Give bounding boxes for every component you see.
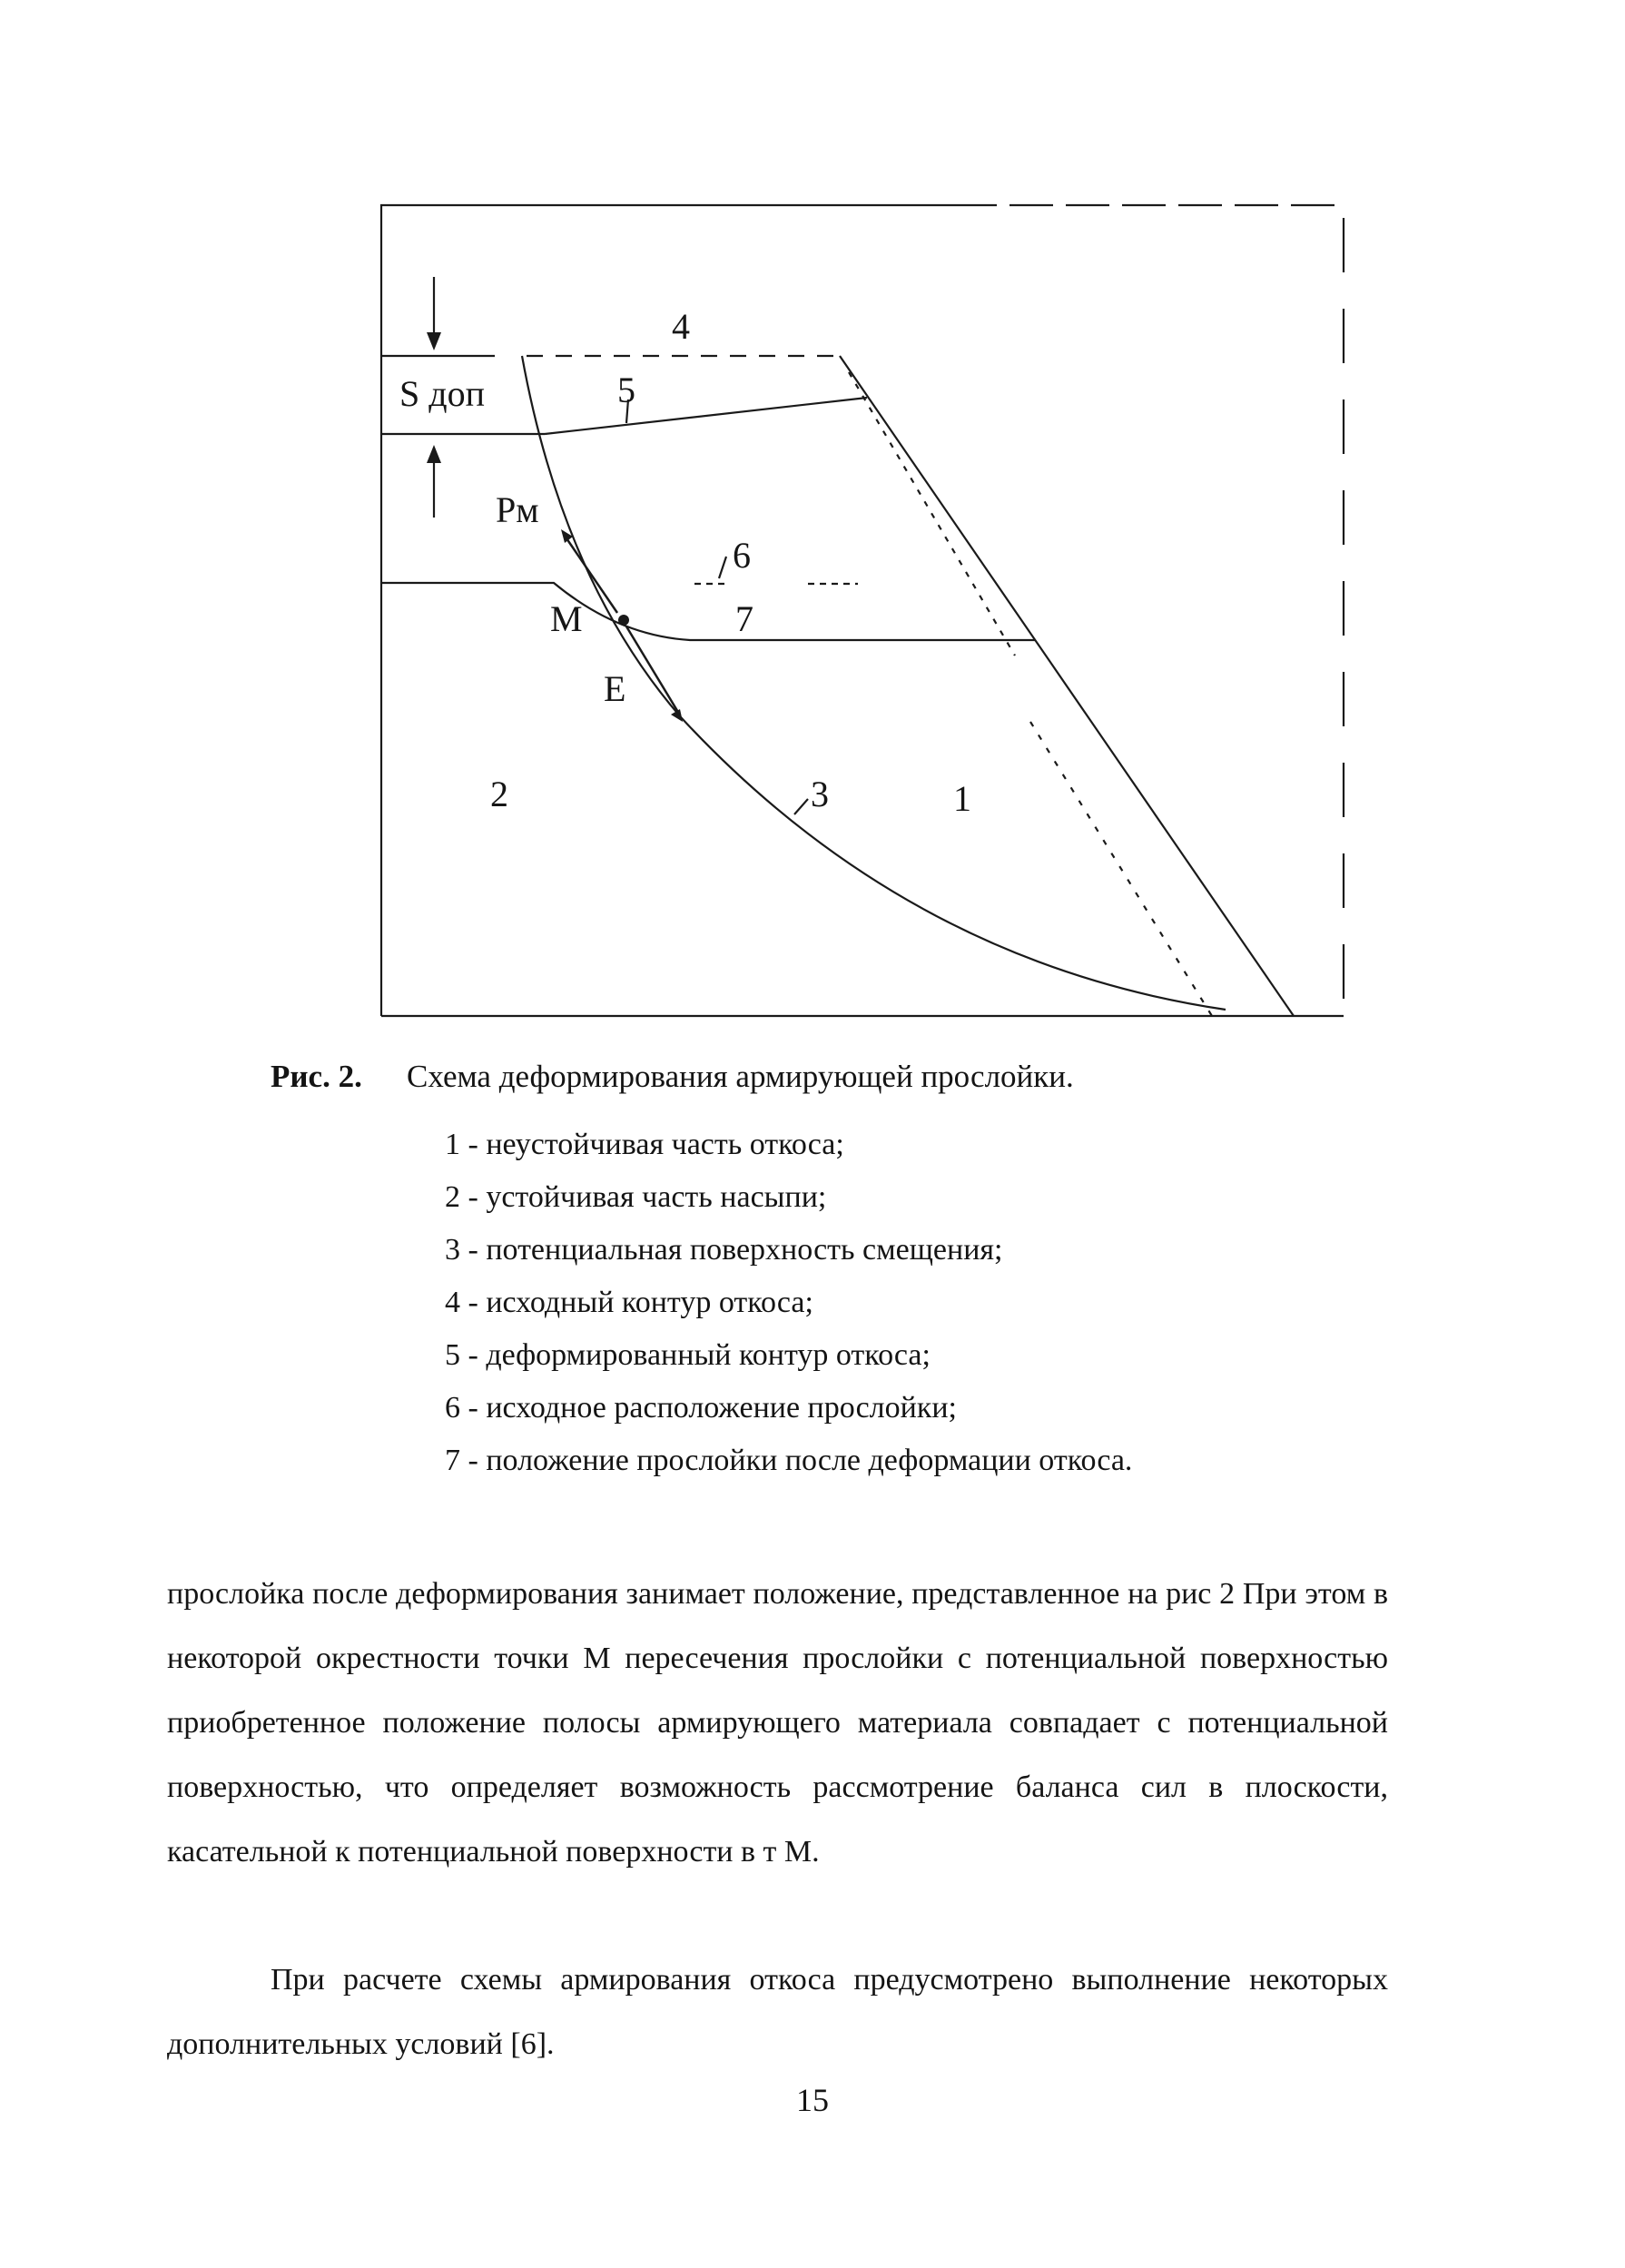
label-4: 4 (672, 306, 690, 347)
s-dop-arrowhead-up (427, 445, 441, 463)
label-2: 2 (490, 774, 508, 814)
original-slope (840, 356, 1294, 1016)
frame (381, 205, 953, 1016)
body-paragraph-2: При расчете схемы армирования откоса предусмотрено выполнение некоторых дополнительных условий [6]. (167, 1963, 1388, 2061)
label-pm: Рм (496, 489, 539, 530)
leader-3 (794, 799, 808, 814)
label-m: М (550, 598, 583, 639)
legend-item-3: 3 - потенциальная поверхность смещения; (445, 1233, 1003, 1267)
legend-item-1: 1 - неустойчивая часть откоса; (445, 1128, 844, 1161)
label-3: 3 (811, 774, 829, 814)
slip-surface (522, 356, 1226, 1010)
figure-caption (271, 1060, 1074, 1092)
deformed-contour (545, 398, 867, 434)
legend-item-5: 5 - деформированный контур откоса; (445, 1338, 931, 1372)
figure-legend (445, 1119, 1132, 1487)
s-dop-arrowhead-down (427, 332, 441, 350)
point-m (618, 615, 629, 626)
slope-deformation-diagram (0, 0, 1625, 1044)
layer-deformed (381, 583, 1035, 640)
figure-title: Схема деформирования армирующей прослойки. (407, 1059, 1074, 1094)
body-paragraph-1: прослойка после деформирования занимает положение, представленное на рис 2 При этом в некоторой окрестности точки М пересечения прослойки с потенциальной поверхностью приобретенное положение полосы армирующего материала совпадает с потенциальной поверхностью, что определяет возможность рассмотрение баланса сил в плоскости, касательной к потенциальной поверхности в т М. (167, 1577, 1388, 1869)
label-6: 6 (733, 535, 751, 576)
label-5: 5 (617, 370, 635, 410)
figure-number: Рис. 2. (271, 1059, 362, 1094)
legend-item-4: 4 - исходный контур откоса; (445, 1286, 813, 1319)
label-e: Е (604, 668, 626, 709)
legend-item-7: 7 - положение прослойки после деформации откоса. (445, 1444, 1133, 1477)
legend-item-6: 6 - исходное расположение прослойки; (445, 1391, 958, 1425)
label-s-dop: S доп (399, 373, 486, 414)
page-number: 15 (796, 2082, 829, 2118)
label-1: 1 (953, 778, 971, 819)
deformed-slope (849, 372, 1015, 656)
e-arrow-line (626, 626, 679, 714)
leader-6 (719, 557, 726, 578)
label-7: 7 (735, 598, 753, 639)
legend-item-2: 2 - устойчивая часть насыпи; (445, 1180, 827, 1214)
